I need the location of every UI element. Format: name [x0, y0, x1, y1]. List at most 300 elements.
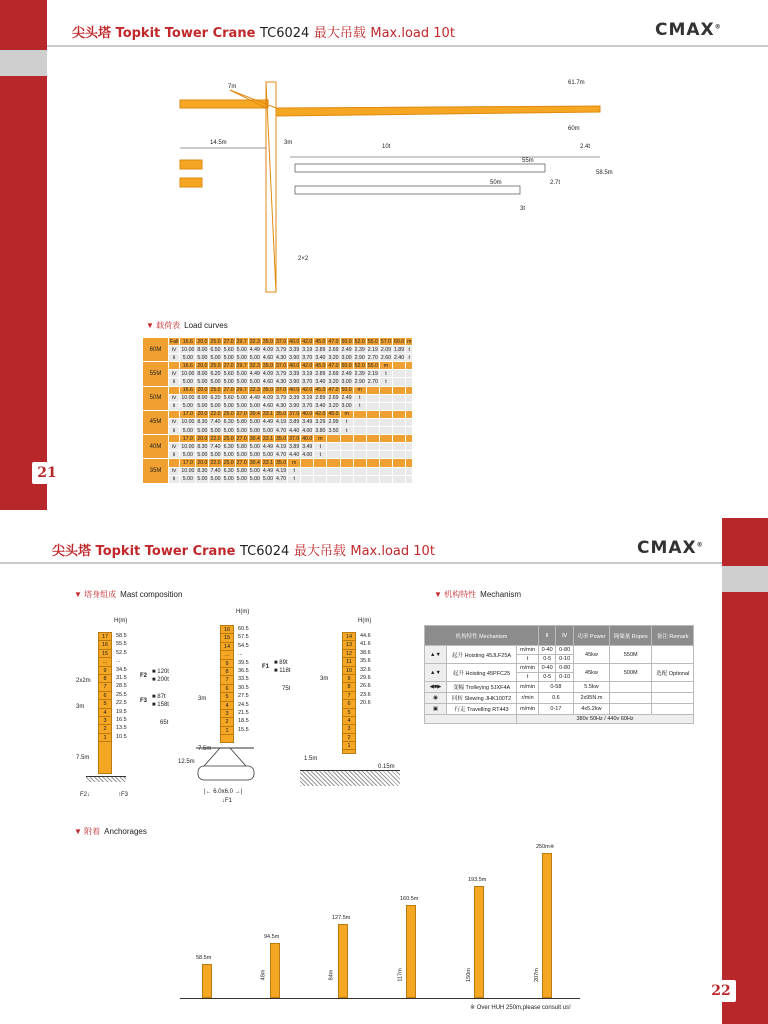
mech-footer: 380v 50Hz / 440v 60Hz — [517, 715, 694, 724]
load-table-cell — [406, 402, 413, 410]
load-table-cell: 5.00 — [223, 403, 234, 410]
load-table-cell: 4.70 — [276, 427, 287, 434]
mast-section: 4 — [221, 702, 233, 710]
mech-ropes: 550M — [610, 646, 652, 664]
load-table-cell — [366, 475, 379, 483]
load-table-cell: 40.0 — [289, 387, 300, 394]
travel-icon: ▣ — [425, 704, 447, 715]
load-table-cell: 5.60 — [223, 346, 234, 353]
load-table-cell: 3.00 — [341, 379, 352, 386]
load-table-cell: 5.00 — [249, 468, 260, 475]
page2-title: 尖头塔 Topkit Tower Crane TC6024 最大吊载 Max.load 10t — [52, 544, 435, 559]
load-table-cell — [353, 467, 366, 475]
load-table-cell: t — [406, 346, 413, 354]
label-7m: 7m — [228, 84, 237, 90]
mech-header-cell: 功率 Power — [573, 626, 609, 646]
mast3-label-3m: 3m — [320, 676, 329, 682]
cmax-logo: CMAX® — [655, 20, 722, 40]
mast3-ground — [300, 770, 400, 786]
load-table-cell: 5.00 — [180, 378, 196, 386]
load-table-cell: m — [379, 362, 392, 370]
load-table-cell: 2.89 — [315, 346, 326, 353]
load-table-cell: Ⅱ — [169, 354, 180, 362]
load-table-cell: 4.49 — [262, 443, 273, 450]
load-table-cell — [379, 402, 392, 410]
load-table-cell: 50.0 — [341, 387, 352, 394]
label-14-5m: 14.5m — [210, 140, 227, 146]
mech-header-cell: 备注 Remark — [652, 626, 694, 646]
load-table-cell: 25.0 — [210, 338, 221, 345]
mast-height-value: 57.5 — [238, 634, 249, 641]
load-table-cell: 3.00 — [341, 354, 352, 361]
load-table-cell: 52.0 — [354, 338, 365, 345]
load-table-cell: 4.70 — [276, 476, 287, 483]
page-number-22: 22 — [706, 980, 736, 1002]
load-table-length-row — [143, 410, 413, 418]
load-table-cell: 2.99 — [328, 419, 339, 426]
load-table-cell: 2.89 — [315, 395, 326, 402]
load-table-cell — [340, 443, 353, 451]
anchorage-tower — [338, 924, 348, 998]
load-table-cell — [366, 427, 379, 435]
load-table-cell: t — [288, 475, 301, 483]
mech-name: 变幅 Trolleying 5JXF4A — [447, 682, 517, 693]
load-table-jib-label: 40M — [143, 435, 169, 459]
mast-height-value: 23.6 — [360, 691, 371, 698]
mast-height-value: 58.5 — [116, 633, 127, 639]
label-61-7m: 61.7m — [568, 80, 585, 86]
load-table-cell: 5.00 — [236, 427, 247, 434]
load-table-cell — [406, 435, 413, 443]
load-table-cell: 8.00 — [197, 395, 208, 402]
mechanism-table — [424, 625, 694, 724]
load-table-cell: t — [353, 402, 366, 410]
mast-height-value: 21.5 — [238, 709, 249, 716]
mast-section: 7 — [343, 692, 355, 700]
load-table-cell — [379, 435, 392, 443]
load-table-cell: 6.50 — [210, 346, 221, 353]
mech-value: 0.6 — [538, 693, 573, 704]
load-table-container — [142, 337, 630, 484]
load-table-cell — [169, 386, 180, 394]
load-table-cell: 27.0 — [236, 411, 247, 418]
mast2-h-label: H(m) — [236, 609, 250, 615]
load-table-cell: 5.80 — [236, 468, 247, 475]
load-table-row — [143, 402, 413, 410]
load-table-row — [143, 394, 413, 402]
load-table-cell: 35.0 — [262, 362, 273, 369]
mech-value: 0-40 — [538, 646, 555, 655]
load-table-cell: 10.00 — [181, 468, 195, 475]
load-table-cell: 5.00 — [236, 346, 247, 353]
load-table-cell: 5.00 — [223, 451, 234, 458]
load-table-cell: 42.0 — [302, 338, 313, 345]
load-table-cell: 3.20 — [328, 354, 339, 361]
load-table-cell: 2.70 — [367, 354, 378, 361]
load-table-cell — [340, 467, 353, 475]
load-table-cell — [406, 451, 413, 459]
load-table-cell: Ⅳ — [169, 418, 180, 426]
load-table-cell: 5.00 — [249, 476, 260, 483]
load-table-cell: 35.0 — [276, 459, 287, 466]
mechanism-title: ▼ 机构特性 Mechanism — [434, 590, 522, 599]
anchorage-tower — [270, 943, 280, 998]
mast-section: 12 — [343, 650, 355, 658]
load-table-cell: 10.00 — [181, 443, 195, 450]
load-table-cell — [379, 386, 392, 394]
load-table-cell: 3.29 — [315, 419, 326, 426]
mast1 — [98, 632, 112, 774]
mast-height-value: 38.6 — [360, 649, 371, 656]
load-table-cell: 3.39 — [289, 395, 300, 402]
mast-height-value: 27.5 — [238, 693, 249, 700]
mast1-label-f3: ↑F3 — [118, 792, 129, 798]
load-table-cell: 32.3 — [249, 387, 260, 394]
load-table-cell: 30.4 — [249, 411, 260, 418]
load-table-cell: 47.0 — [328, 387, 339, 394]
load-table-cell: 25.0 — [210, 362, 221, 369]
load-table-cell — [379, 475, 392, 483]
mast-section: 2 — [221, 718, 233, 726]
load-table-cell: 5.00 — [236, 451, 247, 458]
load-table-cell: 3.70 — [302, 403, 313, 410]
label-3m: 3m — [284, 140, 293, 146]
anchorage-spacing-label: 84m — [328, 969, 335, 981]
load-table-cell: 37.0 — [289, 435, 300, 442]
load-table-cell: 5.00 — [180, 354, 196, 362]
load-table-cell: Ⅱ — [169, 475, 180, 483]
load-table-cell: 47.0 — [328, 338, 339, 345]
mast-section: 5 — [343, 709, 355, 717]
load-table-cell — [392, 418, 405, 426]
load-table-cell: 3.20 — [328, 379, 339, 386]
load-table-cell: 37.0 — [276, 362, 287, 369]
label-2x2: 2×2 — [298, 256, 309, 262]
mech-remark — [652, 693, 694, 704]
label-50m: 50m — [490, 180, 502, 186]
load-table-cell: 3.00 — [341, 403, 352, 410]
load-table-cell: 4.49 — [249, 370, 260, 377]
load-table-cell: m — [314, 435, 327, 443]
mech-header-row — [425, 626, 694, 646]
mech-remark — [652, 682, 694, 693]
load-table-row — [143, 443, 413, 451]
mech-header-cell: 绳储量 Ropes — [610, 626, 652, 646]
load-table-cell: 5.00 — [249, 427, 260, 434]
anchorage-height-label: 58.5m — [196, 955, 212, 962]
mech-value: 0-80 — [556, 646, 573, 655]
load-table-jib-label: 35M — [143, 459, 169, 483]
load-table-cell: 37.0 — [289, 411, 300, 418]
load-table-cell: 5.00 — [236, 354, 247, 361]
load-table-cell — [327, 467, 340, 475]
mast3-heights — [360, 632, 371, 708]
mast-section: 9 — [221, 660, 233, 668]
load-table-cell — [327, 443, 340, 451]
mech-header-cell: 机构特性 Mechanism — [425, 626, 539, 646]
load-table-cell: 6.20 — [210, 370, 221, 377]
load-table-cell: 3.50 — [328, 427, 339, 434]
left-red-bar-top — [0, 0, 47, 510]
load-table-cell: 3.90 — [289, 379, 300, 386]
mast-section: 6 — [343, 700, 355, 708]
load-table-cell: 3.20 — [328, 403, 339, 410]
load-table-cell: 4.49 — [249, 346, 260, 353]
mech-value: 0-40 — [538, 664, 555, 673]
load-table-cell: 5.00 — [197, 427, 208, 434]
mech-row — [425, 646, 694, 655]
load-table-cell: 37.0 — [276, 387, 287, 394]
load-table-cell — [406, 467, 413, 475]
load-table-cell: 52.0 — [354, 362, 365, 369]
mast2-force-118t: ■ 118t — [274, 668, 291, 674]
load-table-cell: 22.0 — [210, 411, 221, 418]
load-table-cell: 17.0 — [180, 435, 196, 443]
mast-composition-title: ▼ 塔身组成 Mast composition — [74, 590, 183, 599]
load-table-cell: 4.09 — [262, 395, 273, 402]
anchorage-spacing-label: 150m — [465, 968, 472, 982]
mast-height-value: 28.5 — [116, 683, 127, 690]
load-table-cell: 25.0 — [223, 459, 234, 466]
load-table-cell: 20.0 — [197, 459, 208, 466]
mast-section: 6 — [221, 685, 233, 693]
mast1-force-f3: F3 — [140, 698, 148, 704]
load-table-cell: 5.00 — [262, 451, 273, 458]
load-table-cell — [392, 378, 405, 386]
load-table-cell: 2.69 — [328, 395, 339, 402]
load-table-cell: 27.0 — [223, 387, 234, 394]
load-table-cell: 3.89 — [289, 419, 300, 426]
load-table-cell: 3.40 — [315, 403, 326, 410]
load-table-cell — [366, 451, 379, 459]
load-table-cell: 5.00 — [236, 395, 247, 402]
label-2-4t: 2.4t — [580, 144, 591, 150]
load-table-cell — [366, 402, 379, 410]
load-table-cell — [406, 386, 413, 394]
load-table-cell: 29.7 — [236, 362, 247, 369]
anchorage-tower — [406, 905, 416, 998]
load-table-cell: 5.00 — [197, 379, 208, 386]
load-table-cell: 5.00 — [262, 427, 273, 434]
mech-unit: m/min — [517, 646, 539, 655]
load-table-cell: 33.1 — [262, 435, 273, 442]
mast1-force-120t: ■ 120t — [152, 669, 169, 675]
load-table-cell: 5.60 — [223, 370, 234, 377]
load-table-cell — [406, 394, 413, 402]
load-table-cell: 25.0 — [210, 387, 221, 394]
load-table-cell: 4.30 — [276, 403, 287, 410]
mech-name: 起升 Hoisting 45JLF25A — [447, 646, 517, 664]
load-table-cell: 22.0 — [210, 435, 221, 442]
mast-section: 8 — [99, 675, 111, 683]
load-table-cell — [366, 418, 379, 426]
load-table-cell — [301, 459, 314, 467]
anchorage-height-label: 160.5m — [400, 895, 419, 902]
load-table-cell: 2.89 — [315, 370, 326, 377]
load-table-cell: 3.49 — [302, 443, 313, 450]
anchorage-spacing-label: 207m — [533, 968, 540, 982]
load-table-cell: 27.0 — [223, 362, 234, 369]
load-table-cell: 2.69 — [328, 346, 339, 353]
load-table-cell — [406, 459, 413, 467]
load-table-cell: 4.19 — [276, 443, 287, 450]
mast-section: 16 — [99, 641, 111, 649]
mech-unit: m/min — [517, 704, 539, 715]
load-table-cell: 5.00 — [249, 419, 260, 426]
mast-height-value: 15.5 — [238, 726, 249, 733]
mast-height-value: 31.5 — [116, 674, 127, 681]
mast-section: 3 — [221, 710, 233, 718]
mech-value: 0-17 — [538, 704, 573, 715]
mast-height-value: 29.6 — [360, 674, 371, 681]
load-table-cell: Fall — [170, 338, 179, 345]
load-table-cell: 7.40 — [210, 443, 221, 450]
load-table-length-row — [143, 338, 413, 346]
load-table-cell — [366, 467, 379, 475]
mast-section: 6 — [99, 692, 111, 700]
load-table-cell: t — [288, 467, 301, 475]
mast-height-value: 10.5 — [116, 733, 127, 740]
label-55m: 55m — [522, 158, 534, 164]
mech-name: 起升 Hoisting 45PFC25 — [447, 664, 517, 682]
load-table-cell: 2.19 — [367, 346, 378, 353]
load-curves-title: ▼ 载荷表 Load curves — [146, 321, 228, 330]
load-table-cell: 3.90 — [289, 403, 300, 410]
mast1-force-65t: 65t — [160, 720, 169, 726]
mast-section: 2 — [99, 725, 111, 733]
load-table-cell — [314, 475, 327, 483]
load-table-cell: 17.0 — [180, 410, 196, 418]
mech-row — [425, 664, 694, 673]
load-table-cell: 42.0 — [315, 411, 326, 418]
load-table-cell: 4.40 — [289, 427, 300, 434]
load-table-cell: 4.30 — [276, 379, 287, 386]
load-table-cell: 35.0 — [262, 387, 273, 394]
load-table-cell: 8.30 — [197, 419, 208, 426]
load-table-cell — [314, 459, 327, 467]
mech-power: 45kw — [573, 646, 609, 664]
load-table-cell: 6.30 — [223, 419, 234, 426]
load-table-cell: 2.19 — [367, 370, 378, 377]
mast-height-value: 16.5 — [116, 716, 127, 723]
mast-section: 2 — [343, 734, 355, 742]
mech-row — [425, 682, 694, 693]
trolley-icon: ◀■▶ — [425, 682, 447, 693]
mast2-heights — [238, 625, 249, 734]
load-table-row — [143, 418, 413, 426]
load-table-cell — [366, 435, 379, 443]
mast-height-value: 60.5 — [238, 626, 249, 632]
page-number-21: 21 — [32, 462, 62, 484]
load-table-cell: 3.90 — [289, 354, 300, 361]
mast-section: 3 — [343, 725, 355, 733]
mast-height-value: 44.6 — [360, 633, 371, 639]
load-table-cell: 5.00 — [210, 379, 221, 386]
mech-header-cell: Ⅱ — [538, 626, 555, 646]
load-table-cell: 5.00 — [197, 403, 208, 410]
mech-value: 0-58 — [538, 682, 573, 693]
load-table-cell — [406, 410, 413, 418]
load-table-cell: m — [340, 410, 353, 418]
mech-value: 0-10 — [556, 655, 573, 664]
anchorages-title: ▼ 附着 Anchorages — [74, 827, 147, 836]
load-table-length-row — [143, 362, 413, 370]
mech-power: 2x95N.m — [573, 693, 609, 704]
load-table-cell — [353, 451, 366, 459]
mast-height-value: 35.6 — [360, 658, 371, 665]
mast-section: 15 — [99, 650, 111, 658]
mast-section: 9 — [99, 667, 111, 675]
mast2-base-frame — [190, 744, 260, 788]
right-red-bar-bottom — [722, 518, 768, 1024]
load-table-cell: 40.0 — [289, 338, 300, 345]
load-table-cell: 8.00 — [197, 370, 208, 377]
mast1-heights — [116, 632, 127, 741]
mech-name: 回转 Slewing JHK100T2 — [447, 693, 517, 704]
load-table-cell: 30.4 — [249, 435, 260, 442]
label-58-5m: 58.5m — [596, 170, 613, 176]
mech-ropes — [610, 682, 652, 693]
load-table-cell: 5.00 — [236, 370, 247, 377]
load-table-cell: 4.49 — [262, 468, 273, 475]
load-table-cell — [353, 410, 366, 418]
load-table-cell: 5.00 — [236, 476, 247, 483]
mast1-label-3m: 3m — [76, 704, 85, 710]
load-table-cell: 27.0 — [236, 459, 247, 466]
load-table-cell — [327, 475, 340, 483]
load-table-cell: 5.00 — [180, 475, 196, 483]
load-table-cell: t — [379, 378, 392, 386]
load-table-cell: 16.6 — [180, 386, 196, 394]
load-table-cell: 2.90 — [354, 354, 365, 361]
load-table-cell: 40.0 — [302, 435, 313, 442]
load-table-cell — [406, 418, 413, 426]
load-table-jib-label: 50M — [143, 386, 169, 410]
mast-section: 4 — [343, 717, 355, 725]
load-table-row — [143, 427, 413, 435]
mast-height-value: 20.6 — [360, 700, 371, 707]
mast-height-value: 39.5 — [238, 659, 249, 666]
load-table-cell: 25.0 — [223, 435, 234, 442]
load-table-cell: 5.00 — [262, 476, 273, 483]
load-table-cell: 2.60 — [380, 354, 391, 361]
mast-section: 17 — [99, 633, 111, 641]
mast-section: 8 — [221, 668, 233, 676]
load-table-cell: 29.7 — [236, 338, 247, 345]
load-table-length-row — [143, 435, 413, 443]
load-table-cell: 5.00 — [236, 379, 247, 386]
anchorages-diagram — [180, 835, 600, 1005]
mast-height-value: 54.5 — [238, 642, 249, 649]
mast1-label-2x2m: 2x2m — [76, 678, 91, 684]
right-gray-tab — [722, 566, 768, 592]
load-table-cell: 37.0 — [276, 338, 287, 345]
load-table-cell: 5.00 — [223, 476, 234, 483]
load-table-cell — [392, 394, 405, 402]
mech-ropes: 500M — [610, 664, 652, 682]
mast-height-value: 18.5 — [238, 718, 249, 725]
load-table-cell: 17.0 — [180, 459, 196, 467]
load-table-cell: 45.0 — [328, 411, 339, 418]
load-table-jib-label: 60M — [143, 338, 169, 362]
load-table-cell: 35.0 — [262, 338, 273, 345]
load-table-cell: 2.90 — [354, 379, 365, 386]
mast-height-value: 13.5 — [116, 725, 127, 732]
mast-section: 7 — [99, 683, 111, 691]
load-table-cell: 5.00 — [180, 402, 196, 410]
load-table-cell — [392, 443, 405, 451]
load-table-cell: t — [314, 451, 327, 459]
